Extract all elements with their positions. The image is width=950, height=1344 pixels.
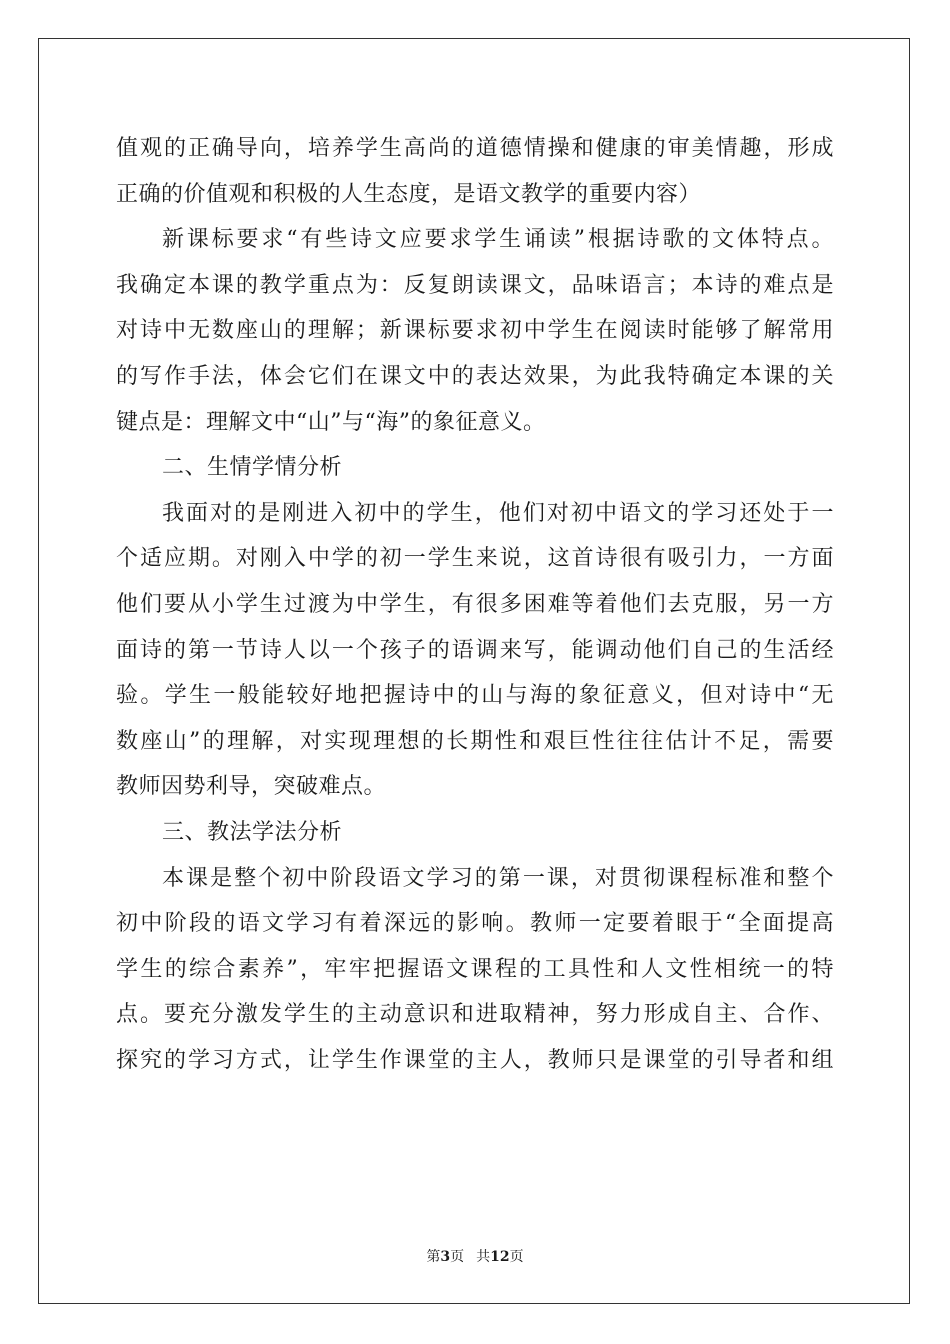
paragraph <box>116 126 834 217</box>
text-line: 本课是整个初中阶段语文学习的第一课，对贯彻课程标准和整个 <box>162 865 834 891</box>
text-line: 的写作手法，体会它们在课文中的表达效果，为此我特确定本课的关 <box>116 363 834 389</box>
text-line: 初中阶段的语文学习有着深远的影响。教师一定要着眼于“全面提高 <box>116 911 834 937</box>
text-line: 值观的正确导向，培养学生高尚的道德情操和健康的审美情趣，形成 <box>116 136 834 161</box>
footer-total-prefix: 共 <box>476 1249 491 1265</box>
footer-page-number: 3 <box>440 1249 451 1265</box>
text-line: 键点是：理解文中“山”与“海”的象征意义。 <box>116 409 546 435</box>
paragraph <box>116 491 834 810</box>
text-line: 点。要充分激发学生的主动意识和进取精神，努力形成自主、合作、 <box>116 1002 834 1028</box>
text-line: 他们要从小学生过渡为中学生，有很多困难等着他们去克服，另一方 <box>116 591 834 617</box>
text-line: 新课标要求“有些诗文应要求学生诵读”根据诗歌的文体特点。 <box>162 227 834 253</box>
text-line: 我面对的是刚进入初中的学生，他们对初中语文的学习还处于一 <box>162 500 834 526</box>
footer-total-suffix: 页 <box>509 1249 524 1265</box>
text-line: 验。学生一般能较好地把握诗中的山与海的象征意义，但对诗中“无 <box>116 683 834 709</box>
text-line: 数座山”的理解，对实现理想的长期性和艰巨性往往估计不足，需要 <box>116 728 834 754</box>
text-line: 学生的综合素养”，牢牢把握语文课程的工具性和人文性相统一的特 <box>116 956 834 982</box>
paragraph <box>116 856 834 1084</box>
text-line: 教师因势利导，突破难点。 <box>116 774 387 800</box>
section-heading <box>116 810 834 856</box>
text-line: 我确定本课的教学重点为：反复朗读课文，品味语言；本诗的难点是 <box>116 272 834 298</box>
text-line: 对诗中无数座山的理解；新课标要求初中学生在阅读时能够了解常用 <box>116 318 834 344</box>
text-line: 三、教法学法分析 <box>162 819 343 845</box>
text-line: 二、生情学情分析 <box>162 455 343 481</box>
footer-prefix: 第 <box>426 1249 441 1265</box>
text-line: 探究的学习方式，让学生作课堂的主人，教师只是课堂的引导者和组 <box>116 1047 834 1073</box>
text-line: 个适应期。对刚入中学的初一学生来说，这首诗很有吸引力，一方面 <box>116 546 834 572</box>
text-line: 正确的价值观和积极的人生态度，是语文教学的重要内容） <box>116 181 702 207</box>
footer-total-pages: 12 <box>490 1249 510 1265</box>
document-body <box>116 126 834 1083</box>
paragraph <box>116 217 834 445</box>
page-footer <box>0 1246 950 1266</box>
section-heading <box>116 445 834 491</box>
footer-page-suffix: 页 <box>450 1249 465 1265</box>
text-line: 面诗的第一节诗人以一个孩子的语调来写，能调动他们自己的生活经 <box>116 637 834 663</box>
